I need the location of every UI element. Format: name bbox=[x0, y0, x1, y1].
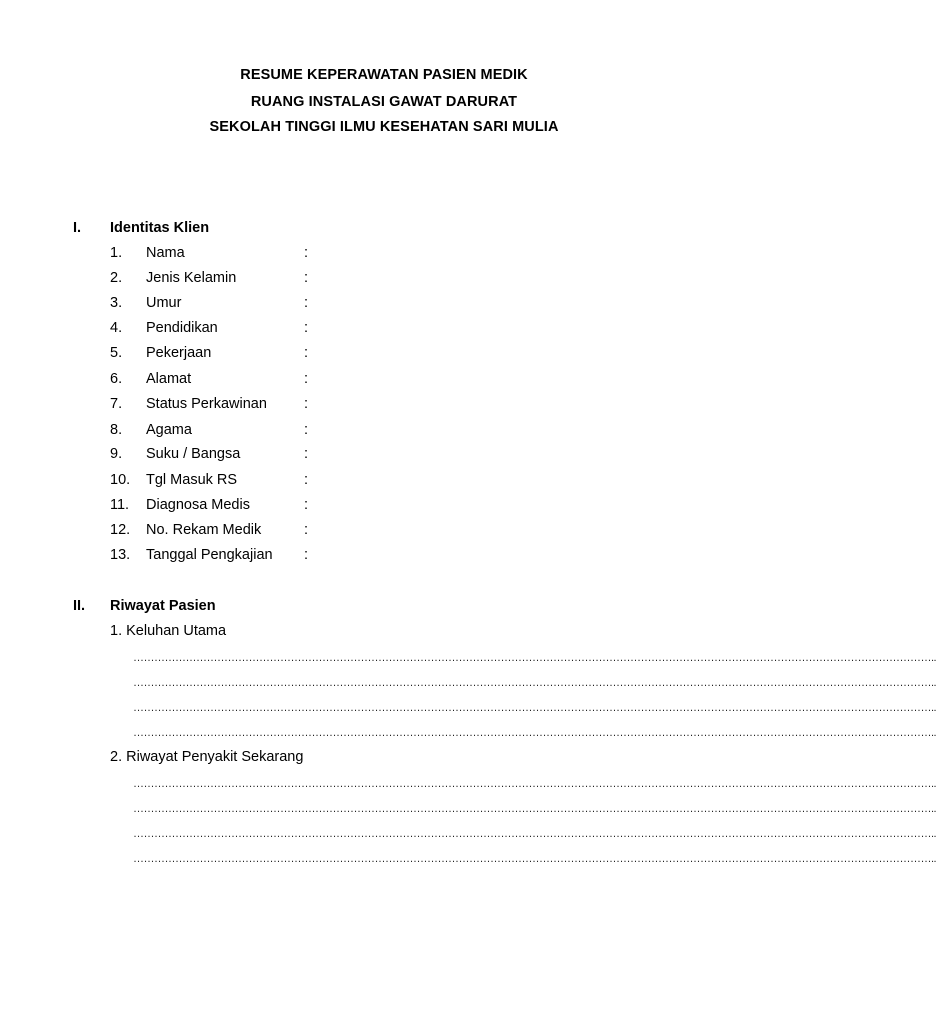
fill-in-dotted-line: ………………………………………………………………………………………………………………………………………………………………………………………………………….. bbox=[133, 803, 936, 815]
identity-row-pekerjaan bbox=[0, 345, 768, 365]
row-number: 5. bbox=[110, 345, 123, 361]
row-colon: : bbox=[304, 422, 309, 438]
fill-in-dotted-line: ………………………………………………………………………………………………………………………………………………………………………………………………………….. bbox=[133, 677, 936, 689]
row-label: Jenis Kelamin bbox=[146, 270, 237, 286]
row-colon: : bbox=[304, 396, 309, 412]
doc-subtitle-institution: SEKOLAH TINGGI ILMU KESEHATAN SARI MULIA bbox=[209, 119, 559, 135]
doc-subtitle-unit: RUANG INSTALASI GAWAT DARURAT bbox=[250, 94, 518, 110]
identity-row-status-perkawinan bbox=[0, 396, 768, 416]
fill-in-dotted-line: ………………………………………………………………………………………………………………………………………………………………………………………………………….. bbox=[133, 727, 936, 739]
row-number: 9. bbox=[110, 446, 123, 462]
row-label: No. Rekam Medik bbox=[146, 522, 262, 538]
identity-row-agama bbox=[0, 422, 768, 442]
fill-in-dotted-line: ………………………………………………………………………………………………………………………………………………………………………………………………………….. bbox=[133, 652, 936, 664]
row-number: 13. bbox=[110, 547, 131, 563]
row-number: 2. bbox=[110, 270, 123, 286]
row-label: Tanggal Pengkajian bbox=[146, 547, 273, 563]
row-label: Status Perkawinan bbox=[146, 396, 267, 412]
subsection-keluhan-utama: 1. Keluhan Utama bbox=[110, 623, 227, 639]
row-colon: : bbox=[304, 522, 309, 538]
row-label: Pendidikan bbox=[146, 320, 218, 336]
section-1-number: I. bbox=[73, 220, 82, 236]
row-label: Pekerjaan bbox=[146, 345, 212, 361]
row-colon: : bbox=[304, 245, 309, 261]
row-label: Agama bbox=[146, 422, 192, 438]
row-colon: : bbox=[304, 446, 309, 462]
row-number: 7. bbox=[110, 396, 123, 412]
doc-title: RESUME KEPERAWATAN PASIEN MEDIK bbox=[240, 67, 528, 83]
row-label: Suku / Bangsa bbox=[146, 446, 241, 462]
row-label: Tgl Masuk RS bbox=[146, 472, 238, 488]
row-number: 11. bbox=[110, 497, 130, 513]
row-colon: : bbox=[304, 472, 309, 488]
section-2-title: Riwayat Pasien bbox=[110, 598, 216, 614]
identity-row-tanggal-pengkajian bbox=[0, 547, 768, 567]
row-label: Alamat bbox=[146, 371, 192, 387]
fill-in-dotted-line: ………………………………………………………………………………………………………………………………………………………………………………………………………….. bbox=[133, 853, 936, 865]
row-colon: : bbox=[304, 371, 309, 387]
fill-in-dotted-line: ………………………………………………………………………………………………………………………………………………………………………………………………………….. bbox=[133, 778, 936, 790]
identity-row-suku-bangsa bbox=[0, 446, 768, 466]
row-number: 6. bbox=[110, 371, 123, 387]
row-label: Umur bbox=[146, 295, 182, 311]
row-colon: : bbox=[304, 497, 309, 513]
identity-row-tgl-masuk-rs bbox=[0, 472, 768, 492]
identity-row-nama bbox=[0, 245, 768, 265]
row-number: 12. bbox=[110, 522, 131, 538]
subsection-riwayat-penyakit-sekarang: 2. Riwayat Penyakit Sekarang bbox=[110, 749, 304, 765]
section-1-title: Identitas Klien bbox=[110, 220, 210, 236]
row-colon: : bbox=[304, 320, 309, 336]
identity-row-pendidikan bbox=[0, 320, 768, 340]
row-colon: : bbox=[304, 295, 309, 311]
identity-row-jenis-kelamin bbox=[0, 270, 768, 290]
fill-in-dotted-line: ………………………………………………………………………………………………………………………………………………………………………………………………………….. bbox=[133, 702, 936, 714]
row-colon: : bbox=[304, 547, 309, 563]
identity-row-no-rekam-medik bbox=[0, 522, 768, 542]
identity-row-alamat bbox=[0, 371, 768, 391]
row-number: 3. bbox=[110, 295, 123, 311]
row-number: 10. bbox=[110, 472, 131, 488]
identity-row-umur bbox=[0, 295, 768, 315]
row-colon: : bbox=[304, 270, 309, 286]
row-colon: : bbox=[304, 345, 309, 361]
fill-in-dotted-line: ………………………………………………………………………………………………………………………………………………………………………………………………………….. bbox=[133, 828, 936, 840]
row-number: 1. bbox=[110, 245, 123, 261]
row-label: Diagnosa Medis bbox=[146, 497, 250, 513]
row-label: Nama bbox=[146, 245, 185, 261]
identity-row-diagnosa-medis bbox=[0, 497, 768, 517]
row-number: 4. bbox=[110, 320, 123, 336]
row-number: 8. bbox=[110, 422, 123, 438]
section-2-number: II. bbox=[73, 598, 86, 614]
